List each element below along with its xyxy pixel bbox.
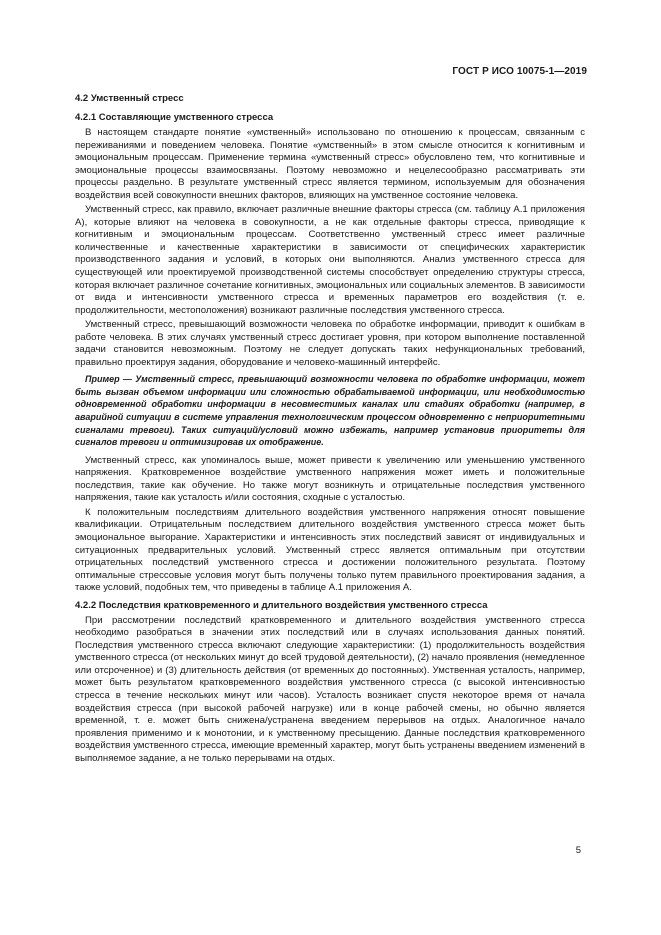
- paragraph: Умственный стресс, как правило, включает различные внешние факторы стресса (см. таблицу А.1 приложения А), которые влияют на человека в совокупности, а не как отдельные факторы стресса, приводящие к когнитивным и эмоциональным процессам. Соответственно умственный стресс имеет различные количественные и качественные характеристики в зависимости от специфических характеристик производственного задания и условий, в которых они выполняются. Анализ умственного стресса для существующей или проектируемой производственной системы способствует определению структуры стресса, которая включает различное сочетание когнитивных, эмоциональных или социальных элементов. В зависимости от вида и интенсивности умственного стресса и временных параметров его воздействия (т. е. продолжительности, местоположения) возникают различные последствия умственного стресса.: [75, 204, 585, 316]
- paragraph: При рассмотрении последствий кратковременного и длительного воздействия умственного стресса необходимо разобраться в значении этих последствий или в случаях использования данных понятий. Последствия умственного стресса включают следующие характеристики: (1) продолжительность воздействия умственного стресса (от нескольких минут до всей трудовой деятельности), (2) начало проявления (немедленное или отсроченное) и (3) длительность действия (от временных до постоянных). Умственная усталость, например, может быть результатом кратковременного воздействия умственного стресса (с высокой интенсивностью стресса в течение нескольких минут или часов). Усталость возникает спустя некоторое время от начала воздействия стресса (при высокой рабочей нагрузке) или в конце рабочей смены, но обычно является временной, т. е. может быть снижена/устранена введением перерывов на отдых. Аналогичное начало проявления применимо и к монотонии, и к умственному пресыщению. Данные последствия кратковременного воздействия умственного стресса, имеющие временный характер, могут быть устранены введением изменений в выполняемое задание, а не только перерывами на отдых.: [75, 614, 585, 764]
- paragraph: К положительным последствиям длительного воздействия умственного напряжения относят повышение квалификации. Отрицательным последствием длительного воздействия умственного стресса может быть эмоциональное выгорание. Характеристики и интенсивность этих последствий зависят от индивидуальных и ситуационных предварительных условий. Умственный стресс является оптимальным при отсутствии отрицательных последствий умственного стресса и достижении положительного результата. Поэтому оптимальные стрессовые условия могут быть получены только путем правильного проектирования задания, а также условий, подобных тем, что приведены в таблице А.1 приложения А.: [75, 506, 585, 594]
- page-content: [75, 93, 585, 767]
- section-heading-4-2: 4.2 Умственный стресс: [75, 93, 184, 104]
- paragraph: Умственный стресс, превышающий возможности человека по обработке информации, приводит к ошибкам в работе человека. В этих случаях умственный стресс достигает уровня, при котором выполнение поставленной задачи становится невозможным. Поэтому не следует допускать таких нефункциональных требований, правильно проектируя задания, оборудование и человеко-машинный интерфейс.: [75, 319, 585, 368]
- section-heading-4-2-1: 4.2.1 Составляющие умственного стресса: [75, 112, 274, 123]
- paragraph: В настоящем стандарте понятие «умственный» использовано по отношению к процессам, связанным с переживаниями и поведением человека. Понятие «умственный» в этом смысле относится к когнитивным и эмоциональным процессам. Применение термина «умственный стресс» обусловлено тем, что когнитивные и эмоциональные процессы взаимосвязаны. Поэтому невозможно и нецелесообразно рассматривать эти процессы раздельно. В результате умственный стресс является термином, используемым для обозначения воздействия всей совокупности внешних факторов, влияющих на умственное состояние человека.: [75, 127, 585, 201]
- paragraph: Умственный стресс, как упоминалось выше, может привести к увеличению или уменьшению умственного напряжения. Кратковременное воздействие умственного напряжения может иметь и положительные последствия, такие как обучение. Но также могут возникнуть и отрицательные последствия умственного напряжения, такие как усталость и/или состояния, сходные с усталостью.: [75, 454, 585, 504]
- example-note: Пример — Умственный стресс, превышающий возможности человека по обработке информации, может быть вызван объемом информации или сложностью обрабатываемой информации, или необходимостью одновременной обработки информации в несовместимых каналах или стадиях обработки (например, в аварийной ситуации в системе управления технологическим процессом одновременно с неприоритетными сигналами тревоги). Таких ситуаций/условий можно избежать, например установив приоритеты для сигналов тревоги и оптимизировав их отображение.: [75, 374, 585, 448]
- section-heading-4-2-2: 4.2.2 Последствия кратковременного и длительного воздействия умственного стресса: [75, 599, 488, 611]
- page-number: 5: [575, 845, 581, 856]
- standard-header: ГОСТ Р ИСО 10075-1—2019: [452, 66, 587, 77]
